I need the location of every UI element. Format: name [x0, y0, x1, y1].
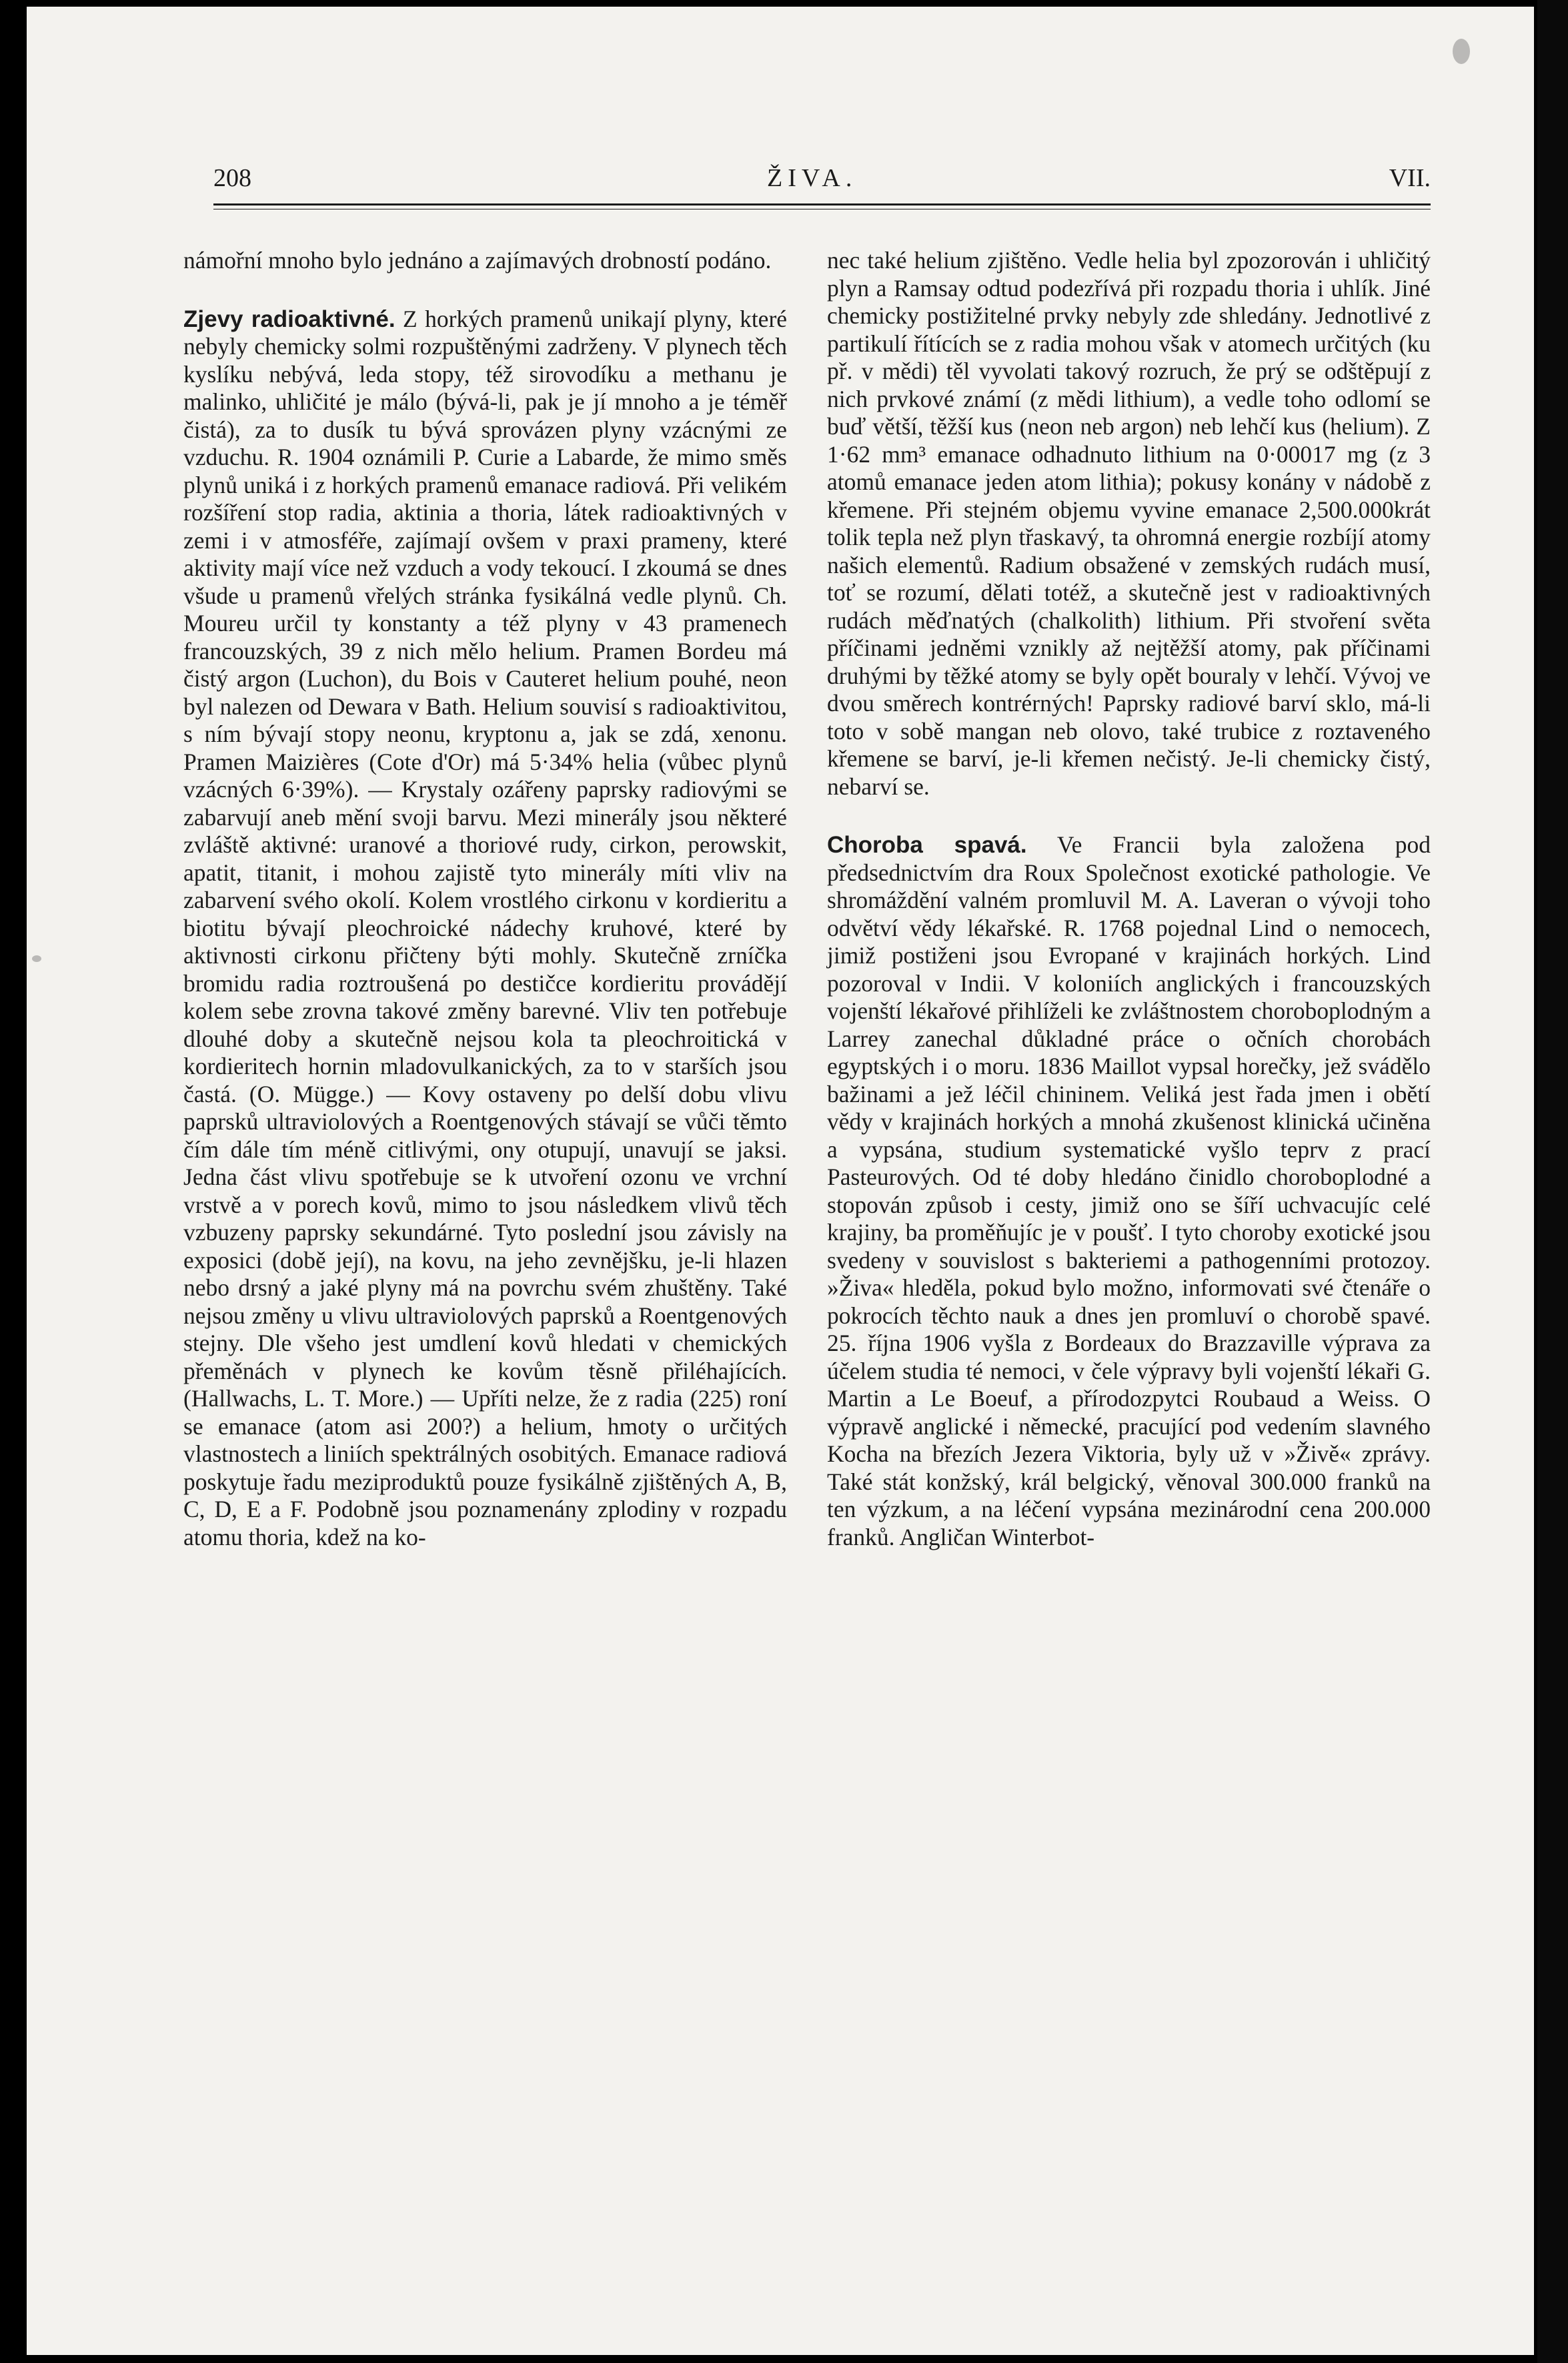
- radioactive-section: [183, 306, 787, 1552]
- header-rule: [213, 203, 1431, 205]
- page-header: [213, 163, 1431, 203]
- intro-paragraph: námořní mnoho bylo jednáno a zajímavých drobností podáno.: [183, 247, 772, 274]
- left-column: [183, 247, 787, 1551]
- ink-smudge: [32, 955, 41, 962]
- section-heading: Zjevy radioaktivné.: [183, 306, 396, 332]
- ink-smudge: [1453, 39, 1470, 64]
- section-heading: Choroba spavá.: [827, 832, 1027, 858]
- sleeping-sickness-section: [827, 831, 1431, 1551]
- page-number: 208: [213, 164, 251, 192]
- continuation-paragraph: nec také helium zjištěno. Vedle helia byl zpozorován i uhličitý plyn a Ramsay odtud podezřívá při rozpadu thoria i uhlík. Jiné chemicky postižitelné prvky nebyly zde shledány. Jednotlivé z partikulí řítících se z radia mohou však v atomech určitých (ku př. v mědi) těl vyvolati takový rozruch, že prý se odštěpují z nich prvkové známí (z mědi lithium), a vedle toho odlomí se buď větší, těžší kus (neon neb argon) neb lehčí kus (helium). Z 1·62 mm³ emanace odhadnuto lithium na 0·00017 mg (z 3 atomů emanace jeden atom lithia); pokusy konány v nádobě z křemene. Při stejném objemu vyvine emanace 2,500.000krát tolik tepla než plyn třaskavý, ta ohromná energie rozbíjí atomy našich elementů. Radium obsažené v zemských rudách musí, toť se rozumí, dělati totéž, a skutečně jest v radioaktivných rudách měďnatých (chalkolith) lithium. Při stvoření světa příčinami jedněmi vznikly až nejtěžší atomy, pak příčinami druhými by těžké atomy se byly opět bouraly v lehčí. Vývoj ve dvou směrech kontrérných! Paprsky radiové barví sklo, má-li toto v sobě mangan neb olovo, také trubice z roztaveného křemene se barví, je-li křemen nečistý. Je-li chemicky čistý, nebarví se.: [827, 247, 1431, 800]
- page-edge-shadow: [1537, 0, 1568, 2363]
- section-body: Ve Francii byla založena pod předsednictvím dra Roux Společnost exotické pathologie. Ve shromáždění valném promluvil M. A. Laveran o vývoji toho odvětví vědy lékařské. R. 1768 pojednal Lind o nemocech, jimiž postiženi jsou Evropané v krajinách horkých. Lind pozoroval v Indii. V koloniích anglických i francouzských vojenští lékařové přihlíželi ke zvláštnostem chorobоplodným a Larrey zanechal důkladné práce o očních chorobách egyptských i o moru. 1836 Maillot vypsal horečky, jež svádělo bažinami a jež léčil chininem. Veliká jest řada jmen i obětí vědy v krajinách horkých a mnohá zkušenost klinická učiněna a vypsána, studium systematické vyšlo teprv z prací Pasteurových. Od té doby hledáno činidlo choroboplodné a stopován způsob i cesty, jimiž ono se šíří uchvacujíc celé krajiny, ba proměňujíc je v poušť. I tyto choroby exotické jsou svedeny v souvislost s bakteriemi a pathogenními protozoy. »Živa« hleděla, pokud bylo možno, informovati své čtenáře o pokrocích těchto nauk a dnes jen promluví o chorobě spavé. 25. října 1906 vyšla z Bordeaux do Brazzaville výprava za účelem studia té nemoci, v čele výpravy byli vojenští lékaři G. Martin a Le Boeuf, a přírodozpytci Roubaud a Weiss. O výpravě anglické i německé, pracující pod vedením slavného Kocha na březích Jezera Viktoria, byly už v »Živě« zprávy. Také stát konžský, král belgický, věnoval 300.000 franků na ten výzkum, a na léčení vypsána mezinárodní cena 200.000 franků. Angličan Winterbot-: [827, 831, 1431, 1550]
- volume-number: VII.: [1389, 164, 1431, 192]
- section-body: Z horkých pramenů unikají plyny, které nebyly chemicky solmi rozpuštěnými zadrženy. V plynech těch kyslíku nebývá, leda stopy, též sirovodíku a methanu je malinko, uhličité je málo (bývá-li, pak je jí mnoho a je téměř čistá), za to dusík tu bývá sprovázen plyny vzácnými ze vzduchu. R. 1904 oznámili P. Curie a Labarde, že mimo směs plynů uniká i z horkých pramenů emanace radiová. Při velikém rozšíření stop radia, aktinia a thoria, látek radioaktivných v zemi i v atmosféře, zajímají ovšem v praxi prameny, které aktivity mají více než vzduch a vody tekoucí. I zkoumá se dnes všude u pramenů vřelých stránka fysikálná vedle plynů. Ch. Moureu určil ty konstanty a též plyny v 43 pramenech francouzských, 39 z nich mělo helium. Pramen Bordeu má čistý argon (Luchon), du Bois v Cauteret helium pouhé, neon byl nalezen od Dewara v Bath. Helium souvisí s radioaktivitou, s ním bývají stopy neonu, kryptonu a, jak se zdá, xenonu. Pramen Maizières (Cote d'Or) má 5·34% helia (vůbec plynů vzácných 6·39%). — Krystaly ozářeny paprsky radiovými se zabarvují aneb mění svoji barvu. Mezi minerály jsou některé zvláště aktivné: uranové a thoriové rudy, cirkon, perowskit, apatit, titanit, i mohou zajistě tyto minerály míti vliv na zabarvení svého okolí. Kolem vrostlého cirkonu v kordieritu a biotitu bývají pleochroické nádechy kruhové, které by aktivnosti cirkonu přičteny býti mohly. Skutečně zrníčka bromidu radia roztroušená po destičce kordieritu provádějí kolem sebe zrovna takové změny barevné. Vliv ten potřebuje dlouhé doby a skutečně nejsou kola ta pleochroitická v kordieritech hornin mladovulkanických, za to v starších jsou častá. (O. Mügge.) — Kovy ostaveny po delší dobu vlivu paprsků ultraviolových a Roentgenových stávají se vůči těmto čím dále tím méně citlivými, ony otupují, unavují se jaksi. Jedna část vlivu spotřebuje se k utvoření ozonu ve vrchní vrstvě a v porech kovů, mimo to jsou následkem vlivů těch vzbuzeny paprsky sekundárné. Tyto poslední jsou závisly na exposici (době její), na kovu, na jeho zevnějšku, je-li hlazen nebo drsný a jaké plyny má na povrchu svém zhuštěny. Také nejsou změny u vlivu ultraviolových paprsků a Roentgenových stejny. Dle všeho jest umdlení kovů hledati v chemických přeměnách v plynech ke kovům těsně přiléhajících. (Hallwachs, L. T. More.) — Upříti nelze, že z radia (225) roní se emanace (atom asi 200?) a helium, hmoty o určitých vlastnostech a liniích spektrálných osobitých. Emanace radiová poskytuje řadu meziproduktů pouze fysikálně zjištěných A, B, C, D, E a F. Podobně jsou poznamenány zplodiny v rozpadu atomu thoria, kdež na ko-: [183, 305, 788, 1550]
- right-column: [827, 247, 1431, 1551]
- journal-title: ŽIVA.: [767, 164, 858, 192]
